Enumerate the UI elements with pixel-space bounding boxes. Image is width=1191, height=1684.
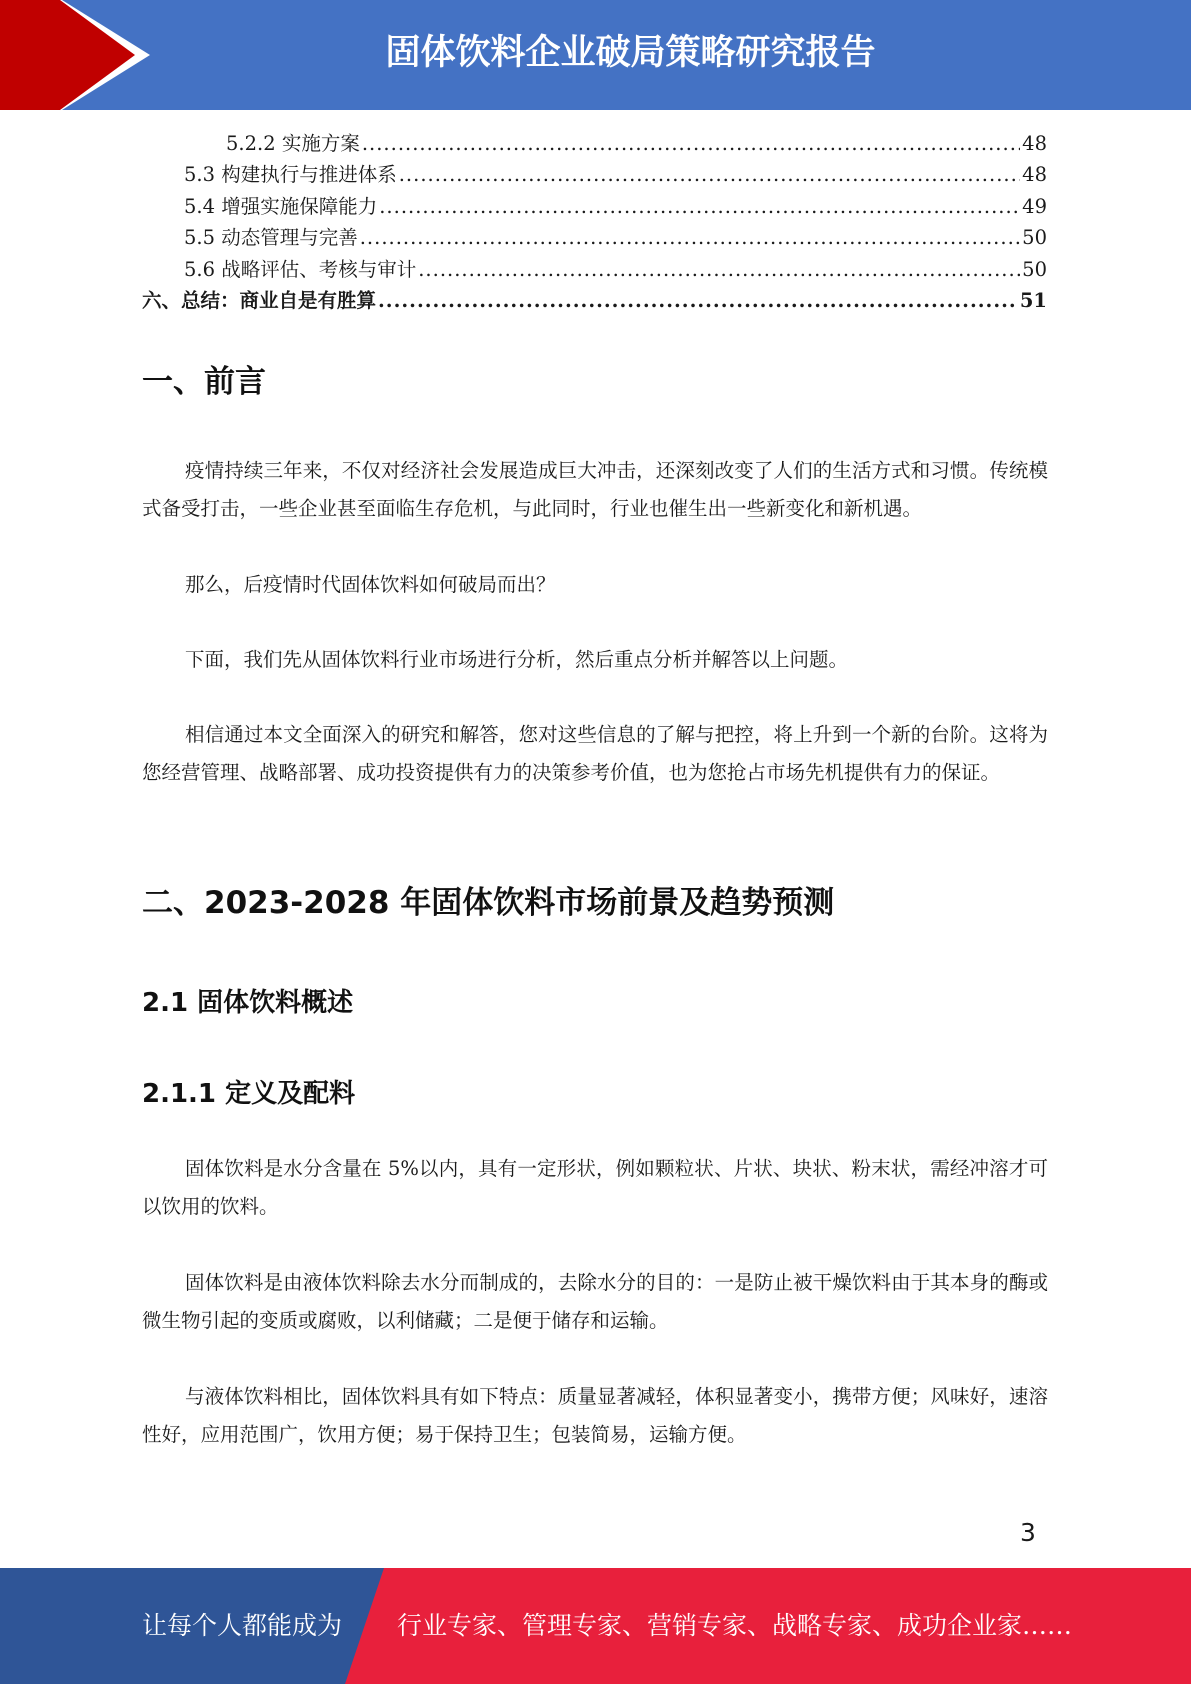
toc-entry[interactable] [142, 285, 1047, 316]
paragraph: 疫情持续三年来，不仅对经济社会发展造成巨大冲击，还深刻改变了人们的生活方式和习惯。传统模式备受打击，一些企业甚至面临生存危机，与此同时，行业也催生出一些新变化和新机遇。 [142, 459, 1048, 520]
toc-entry-label: 5.5 动态管理与完善 [184, 226, 358, 250]
toc-entry-label: 六、总结：商业自是有胜算 [142, 288, 377, 312]
section-heading-preface: 一、前言 [142, 364, 266, 400]
toc-entry-label: 5.2.2 实施方案 [226, 132, 360, 155]
page-header [0, 0, 1191, 110]
toc-leader-dots [399, 163, 1020, 186]
paragraph: 下面，我们先从固体饮料行业市场进行分析，然后重点分析并解答以上问题。 [185, 648, 849, 671]
toc-entry-page: 50 [1022, 257, 1047, 281]
footer-tagline: 行业专家、管理专家、营销专家、战略专家、成功企业家…… [397, 1611, 1073, 1640]
toc-entry[interactable] [142, 159, 1047, 190]
toc-leader-dots [378, 289, 1018, 312]
toc-entry-page: 50 [1022, 226, 1047, 250]
paragraph: 那么，后疫情时代固体饮料如何破局而出？ [185, 573, 556, 596]
section-heading-market-outlook: 二、2023-2028 年固体饮料市场前景及趋势预测 [142, 885, 835, 921]
toc-entry-label: 5.3 构建执行与推进体系 [184, 163, 397, 187]
toc-entry-page: 48 [1022, 163, 1047, 187]
header-title: 固体饮料企业破局策略研究报告 [385, 33, 876, 73]
page-number: 3 [1020, 1518, 1036, 1547]
toc-entry-page: 51 [1019, 288, 1047, 312]
toc-leader-dots [360, 226, 1020, 249]
paragraph: 相信通过本文全面深入的研究和解答，您对这些信息的了解与把控，将上升到一个新的台阶。这将为您经营管理、战略部署、成功投资提供有力的决策参考价值，也为您抢占市场先机提供有力的保证。 [142, 723, 1048, 784]
paragraph: 与液体饮料相比，固体饮料具有如下特点：质量显著减轻，体积显著变小，携带方便；风味好，速溶性好，应用范围广，饮用方便；易于保持卫生；包装简易，运输方便。 [142, 1385, 1048, 1446]
toc-entry[interactable] [142, 191, 1047, 222]
toc-entry[interactable] [142, 222, 1047, 253]
toc-leader-dots [362, 132, 1020, 155]
page-footer [0, 1568, 1191, 1684]
paragraph: 固体饮料是水分含量在 5%以内，具有一定形状，例如颗粒状、片状、块状、粉末状，需经冲溶才可以饮用的饮料。 [142, 1157, 1048, 1218]
toc-entry-label: 5.6 战略评估、考核与审计 [184, 257, 417, 281]
paragraph: 固体饮料是由液体饮料除去水分而制成的，去除水分的目的：一是防止被干燥饮料由于其本身的酶或微生物引起的变质或腐败，以利储藏；二是便于储存和运输。 [142, 1271, 1048, 1332]
footer-slogan: 让每个人都能成为 [142, 1611, 343, 1640]
toc-leader-dots [379, 195, 1020, 218]
toc-entry[interactable] [142, 128, 1047, 159]
subsection-heading: 2.1.1 定义及配料 [142, 1079, 356, 1109]
toc-entry-page: 49 [1022, 194, 1047, 218]
toc-entry-page: 48 [1022, 132, 1047, 155]
toc-leader-dots [418, 258, 1020, 281]
subsection-heading: 2.1 固体饮料概述 [142, 988, 354, 1018]
table-of-contents [142, 128, 1047, 316]
toc-entry[interactable] [142, 254, 1047, 285]
toc-entry-label: 5.4 增强实施保障能力 [184, 194, 378, 218]
